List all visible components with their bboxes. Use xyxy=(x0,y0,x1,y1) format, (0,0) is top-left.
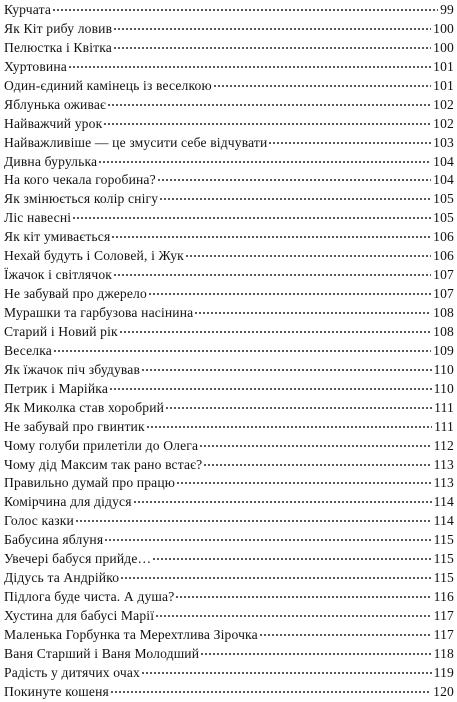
toc-entry xyxy=(4,304,454,323)
toc-entry-page-number: 107 xyxy=(433,286,454,302)
toc-entry-title: Як Миколка став хоробрий xyxy=(4,399,165,415)
dot-leader xyxy=(133,501,432,503)
toc-entry xyxy=(4,456,454,475)
toc-entry-page-number: 117 xyxy=(433,608,454,623)
toc-entry xyxy=(4,153,454,172)
dot-leader xyxy=(259,634,432,636)
toc-entry xyxy=(4,96,454,115)
toc-entry xyxy=(4,664,454,683)
toc-entry-page-number: 99 xyxy=(440,2,454,17)
dot-leader xyxy=(159,198,431,200)
toc-entry xyxy=(4,493,454,512)
toc-entry xyxy=(4,418,454,437)
dot-leader xyxy=(113,28,431,30)
toc-entry-title: Дідусь та Андрійко xyxy=(4,570,120,586)
toc-entry xyxy=(4,380,454,399)
toc-entry xyxy=(4,683,454,702)
toc-entry-page-number: 102 xyxy=(433,96,454,112)
toc-entry-title: Як їжачок піч збудував xyxy=(4,361,141,377)
toc-entry xyxy=(4,228,454,247)
toc-entry-title: На кого чекала горобина? xyxy=(4,172,156,188)
toc-entry xyxy=(4,20,454,39)
toc-entry-title: Бабусина яблуня xyxy=(4,532,104,548)
toc-entry-page-number: 107 xyxy=(433,267,454,283)
toc-entry-title: Голос казки xyxy=(4,513,74,529)
toc-entry-page-number: 101 xyxy=(433,58,454,74)
toc-entry-page-number: 110 xyxy=(433,380,454,396)
toc-entry-page-number: 103 xyxy=(433,134,454,150)
dot-leader xyxy=(175,596,431,598)
toc-entry-page-number: 109 xyxy=(433,342,454,358)
toc-entry-title: Маленька Горбунка та Мерехтлива Зірочка xyxy=(4,626,258,642)
toc-entry-title: Правильно думай про працю xyxy=(4,475,176,491)
dot-leader xyxy=(110,691,431,693)
toc-entry-title: Хуртовина xyxy=(4,58,67,74)
dot-leader xyxy=(72,217,431,219)
toc-entry-title: Найважчий урок xyxy=(4,115,103,131)
toc-entry-page-number: 120 xyxy=(433,683,454,699)
toc-entry-title: Увечері бабуся прийде… xyxy=(4,551,152,567)
toc-entry-page-number: 105 xyxy=(433,210,454,226)
toc-entry xyxy=(4,171,454,190)
toc-entry xyxy=(4,209,454,228)
toc-entry xyxy=(4,342,454,361)
dot-leader xyxy=(119,331,431,333)
toc-entry-page-number: 114 xyxy=(433,494,454,510)
toc-entry-page-number: 111 xyxy=(434,418,454,434)
toc-entry-page-number: 113 xyxy=(433,456,454,472)
dot-leader xyxy=(75,520,432,522)
toc-entry-title: Комірчина для дідуся xyxy=(4,494,132,510)
toc-entry xyxy=(4,190,454,209)
toc-entry-title: Як змінюється колір снігу xyxy=(4,191,159,207)
toc-entry-title: Чому дід Максим так рано встає? xyxy=(4,456,203,472)
toc-entry xyxy=(4,285,454,304)
toc-entry xyxy=(4,569,454,588)
dot-leader xyxy=(113,47,431,49)
dot-leader xyxy=(52,9,438,11)
dot-leader xyxy=(146,426,432,428)
toc-entry xyxy=(4,134,454,153)
dot-leader xyxy=(199,445,431,447)
toc-entry-page-number: 114 xyxy=(433,513,454,529)
dot-leader xyxy=(104,539,431,541)
toc-entry-page-number: 118 xyxy=(433,645,454,661)
dot-leader xyxy=(194,312,431,314)
toc-entry-page-number: 119 xyxy=(433,664,454,680)
toc-entry-page-number: 105 xyxy=(433,191,454,207)
table-of-contents xyxy=(4,1,454,702)
dot-leader xyxy=(98,161,431,163)
toc-entry-title: Пелюстка і Квітка xyxy=(4,39,112,55)
toc-entry xyxy=(4,588,454,607)
toc-entry-page-number: 115 xyxy=(433,551,454,567)
toc-entry-title: Старий і Новий рік xyxy=(4,323,118,339)
dot-leader xyxy=(103,123,431,125)
toc-entry xyxy=(4,247,454,266)
toc-entry-title: Найважливіше — це змусити себе відчувати xyxy=(4,134,268,150)
toc-entry xyxy=(4,323,454,342)
toc-entry-title: Не забувай про джерело xyxy=(4,286,147,302)
toc-entry-page-number: 102 xyxy=(433,115,454,131)
toc-entry xyxy=(4,58,454,77)
toc-entry xyxy=(4,266,454,285)
dot-leader xyxy=(200,653,432,655)
toc-entry xyxy=(4,626,454,645)
dot-leader xyxy=(141,672,432,674)
toc-entry xyxy=(4,531,454,550)
dot-leader xyxy=(113,274,431,276)
toc-entry-page-number: 112 xyxy=(433,437,454,453)
dot-leader xyxy=(53,350,431,352)
toc-entry-page-number: 113 xyxy=(433,475,454,491)
toc-entry-title: Чому голуби прилетіли до Олега xyxy=(4,437,199,453)
toc-entry-page-number: 115 xyxy=(433,532,454,548)
toc-entry-title: Їжачок і світлячок xyxy=(4,267,113,283)
toc-entry-title: Як кіт умивається xyxy=(4,229,111,245)
toc-entry-page-number: 101 xyxy=(433,77,454,93)
dot-leader xyxy=(213,85,431,87)
toc-entry xyxy=(4,1,454,20)
dot-leader xyxy=(165,407,432,409)
toc-entry-page-number: 104 xyxy=(433,172,454,188)
dot-leader xyxy=(111,236,431,238)
dot-leader xyxy=(107,104,431,106)
dot-leader xyxy=(141,369,432,371)
toc-entry-page-number: 106 xyxy=(433,229,454,245)
toc-entry xyxy=(4,361,454,380)
toc-entry-page-number: 100 xyxy=(433,39,454,55)
dot-leader xyxy=(68,66,431,68)
toc-entry-title: Не забувай про гвинтик xyxy=(4,418,145,434)
toc-entry-page-number: 111 xyxy=(434,399,454,415)
toc-entry-title: Курчата xyxy=(4,2,52,17)
toc-entry xyxy=(4,645,454,664)
toc-entry xyxy=(4,512,454,531)
toc-entry-title: Один-єдиний камінець із веселкою xyxy=(4,77,212,93)
toc-entry xyxy=(4,607,454,626)
toc-entry-title: Петрик і Марійка xyxy=(4,380,109,396)
toc-entry-title: Радість у дитячих очах xyxy=(4,664,140,680)
toc-entry xyxy=(4,437,454,456)
toc-entry-title: Нехай будуть і Соловей, і Жук xyxy=(4,248,184,264)
toc-entry-page-number: 106 xyxy=(433,248,454,264)
dot-leader xyxy=(157,179,431,181)
toc-entry-page-number: 108 xyxy=(433,323,454,339)
toc-entry-title: Мурашки та гарбузова насінина xyxy=(4,305,194,320)
toc-entry xyxy=(4,550,454,569)
dot-leader xyxy=(185,255,431,257)
toc-entry xyxy=(4,399,454,418)
toc-entry xyxy=(4,77,454,96)
toc-entry-title: Покинуте кошеня xyxy=(4,683,109,699)
toc-entry-title: Ваня Старший і Ваня Молодший xyxy=(4,645,200,661)
toc-entry-page-number: 116 xyxy=(433,589,454,605)
toc-entry-page-number: 110 xyxy=(433,361,454,377)
toc-entry xyxy=(4,474,454,493)
toc-entry-page-number: 104 xyxy=(433,153,454,169)
toc-entry-title: Ліс навесні xyxy=(4,210,72,226)
toc-entry-page-number: 100 xyxy=(433,20,454,36)
toc-entry-page-number: 115 xyxy=(433,570,454,586)
dot-leader xyxy=(152,558,431,560)
toc-entry-page-number: 117 xyxy=(433,626,454,642)
toc-entry-title: Хустина для бабусі Марії xyxy=(4,608,155,623)
dot-leader xyxy=(268,142,431,144)
dot-leader xyxy=(148,293,431,295)
toc-entry-title: Дивна бурулька xyxy=(4,153,98,169)
toc-entry-title: Як Кіт рибу ловив xyxy=(4,20,113,36)
toc-entry-title: Яблунька оживає xyxy=(4,96,107,112)
toc-entry-title: Підлога буде чиста. А душа? xyxy=(4,589,175,605)
toc-entry-page-number: 108 xyxy=(433,305,454,320)
dot-leader xyxy=(203,464,431,466)
dot-leader xyxy=(120,577,431,579)
dot-leader xyxy=(155,615,432,617)
dot-leader xyxy=(176,482,432,484)
toc-entry-title: Веселка xyxy=(4,342,52,358)
toc-entry xyxy=(4,115,454,134)
dot-leader xyxy=(109,388,432,390)
toc-entry xyxy=(4,39,454,58)
